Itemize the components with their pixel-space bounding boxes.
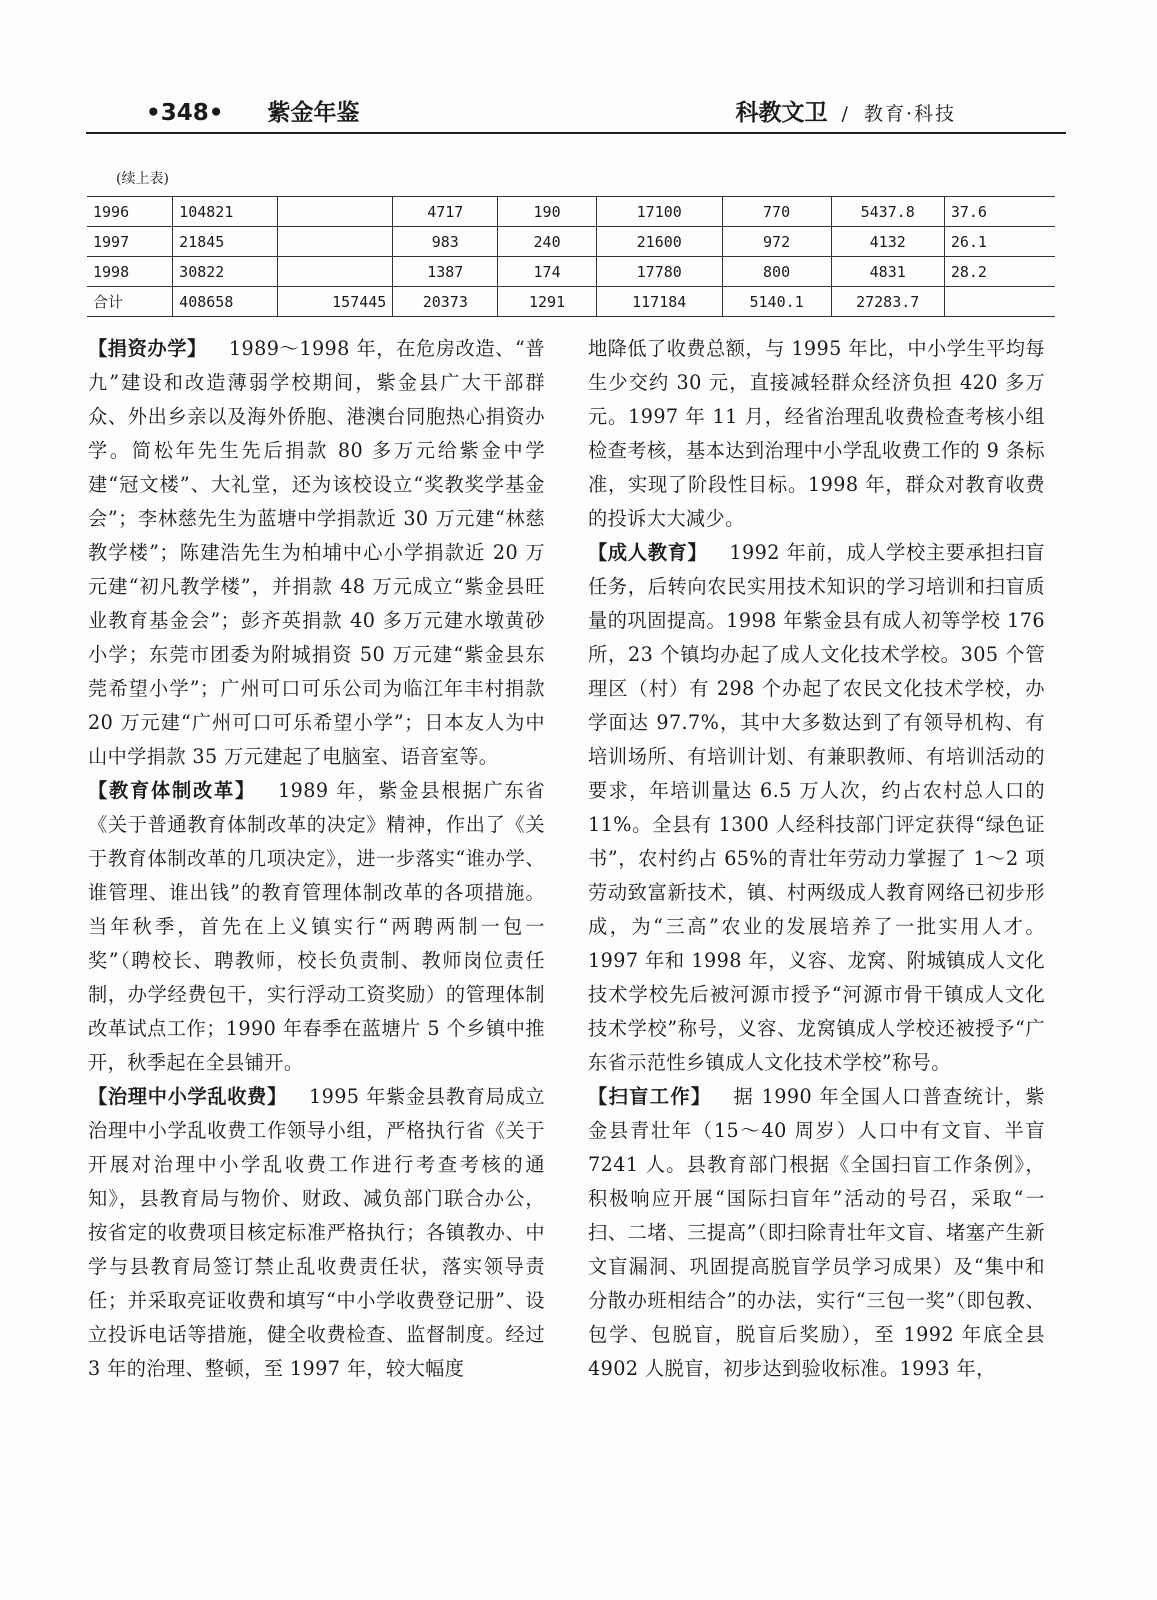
table-cell [278,197,393,227]
left-column [88,332,545,1386]
subsection-title: 教育·科技 [863,103,956,125]
table-cell: 4132 [831,227,944,257]
table-row [87,197,1055,227]
table-cell: 4717 [393,197,498,227]
paragraph-body: 1992 年前，成人学校主要承担扫盲任务，后转向农民实用技术知识的学习培训和扫盲质量的巩固提高。1998 年紫金县有成人初等学校 176 所，23 个镇均办起了成人文化技术学校。305 个管理区（村）有 298 个办起了农民文化技术学校，办学面达 97.7%，其中大多数达到了有领导机构、有培训场所、有培训计划、有兼职教师、有培训活动的要求，年培训量达 6.5 万人次，约占农村总人口的 11%。全县有 1300 人经科技部门评定获得“绿色证书”，农村约占 65%的青壮年劳动力掌握了 1～2 项劳动致富新技术，镇、村两级成人教育网络已初步形成，为“三高”农业的发展培养了一批实用人才。1997 年和 1998 年，义容、龙窝、附城镇成人文化技术学校先后被河源市授予“河源市骨干镇成人文化技术学校”称号，义容、龙窝镇成人学校还被授予“广东省示范性乡镇成人文化技术学校”称号。 [588,541,1045,1074]
table-cell: 1998 [87,257,173,287]
paragraph-body: 1989 年，紫金县根据广东省《关于普通教育体制改革的决定》精神，作出了《关于教育体制改革的几项决定》，进一步落实“谁办学、谁管理、谁出钱”的教育管理体制改革的各项措施。当年秋季，首先在上义镇实行“两聘两制一包一奖”（聘校长、聘教师，校长负责制、教师岗位责任制，办学经费包干，实行浮动工资奖励）的管理体制改革试点工作；1990 年春季在蓝塘片 5 个乡镇中推开，秋季起在全县铺开。 [88,779,545,1074]
paragraph [588,536,1045,1080]
table-cell: 17100 [596,197,722,227]
table-cell: 30822 [173,257,278,287]
table-cell: 174 [498,257,597,287]
table-cell: 117184 [596,287,722,317]
paragraph [588,1080,1045,1386]
table-cell: 190 [498,197,597,227]
table-cell: 800 [722,257,831,287]
page-header [86,86,1066,134]
table-cell [278,227,393,257]
table-row [87,287,1055,317]
paragraph-heading: 【成人教育】 [588,541,708,564]
table-row [87,227,1055,257]
table-cell: 37.6 [944,197,1055,227]
table-cell: 21600 [596,227,722,257]
paragraph-heading: 【教育体制改革】 [88,779,257,802]
table-cell: 408658 [173,287,278,317]
table-cell: 1387 [393,257,498,287]
paragraph-body: 1989～1998 年，在危房改造、“普九”建设和改造薄弱学校期间，紫金县广大干部群众、外出乡亲以及海外侨胞、港澳台同胞热心捐资办学。简松年先生先后捐款 80 多万元给紫金中学建“冠文楼”、大礼堂，还为该校设立“奖教奖学基金会”；李林慈先生为蓝塘中学捐款近 30 万元建“林慈教学楼”；陈建浩先生为柏埔中心小学捐款近 20 万元建“初凡教学楼”，并捐款 48 万元成立“紫金县旺业教育基金会”；彭齐英捐款 40 多万元建水墩黄砂小学；东莞市团委为附城捐资 50 万元建“紫金县东莞希望小学”；广州可口可乐公司为临江年丰村捐款 20 万元建“广州可口可乐希望小学”；日本友人为中山中学捐款 35 万元建起了电脑室、语音室等。 [88,337,545,768]
table-cell: 1996 [87,197,173,227]
table-cell: 27283.7 [831,287,944,317]
table-cell: 157445 [278,287,393,317]
right-column [588,332,1045,1386]
table-cell [278,257,393,287]
table-cell: 28.2 [944,257,1055,287]
table-cell [944,287,1055,317]
table-cell: 5437.8 [831,197,944,227]
header-left [146,94,359,127]
table-cell: 20373 [393,287,498,317]
table-cell: 1997 [87,227,173,257]
paragraph-heading: 【扫盲工作】 [588,1085,712,1108]
paragraph-body: 地降低了收费总额，与 1995 年比，中小学生平均每生少交约 30 元，直接减轻群众经济负担 420 多万元。1997 年 11 月，经省治理乱收费检查考核小组检查考核，基本达到治理中小学乱收费工作的 9 条标准，实现了阶段性目标。1998 年，群众对教育收费的投诉大大减少。 [588,337,1045,530]
section-separator: / [841,103,850,125]
table-cell: 5140.1 [722,287,831,317]
table-cell: 1291 [498,287,597,317]
paragraph [588,332,1045,536]
table-cell: 972 [722,227,831,257]
table-cell: 770 [722,197,831,227]
table-cell: 合计 [87,287,173,317]
header-right [736,94,956,127]
paragraph-heading: 【捐资办学】 [88,337,207,360]
table-caption: (续上表) [116,171,169,187]
table-cell: 21845 [173,227,278,257]
paragraph-heading: 【治理中小学乱收费】 [88,1085,287,1108]
paragraph [88,332,545,774]
paragraph-body: 1995 年紫金县教育局成立治理中小学乱收费工作领导小组，严格执行省《关于开展对治理中小学乱收费工作进行考查考核的通知》，县教育局与物价、财政、减负部门联合办公，按省定的收费项目核定标准严格执行；各镇教办、中学与县教育局签订禁止乱收费责任状，落实领导责任；并采取亮证收费和填写“中小学收费登记册”、设立投诉电话等措施，健全收费检查、监督制度。经过 3 年的治理、整顿，至 1997 年，较大幅度 [88,1085,545,1380]
paragraph-body: 据 1990 年全国人口普查统计，紫金县青壮年（15～40 周岁）人口中有文盲、半盲 7241 人。县教育部门根据《全国扫盲工作条例》，积极响应开展“国际扫盲年”活动的号召，采取“一扫、二堵、三提高”（即扫除青壮年文盲、堵塞产生新文盲漏洞、巩固提高脱盲学员学习成果）及“集中和分散办班相结合”的办法，实行“三包一奖”（即包教、包学、包脱盲，脱盲后奖励），至 1992 年底全县 4902 人脱盲，初步达到验收标准。1993 年， [588,1085,1045,1380]
table-cell: 240 [498,227,597,257]
table-cell: 983 [393,227,498,257]
table-cell: 4831 [831,257,944,287]
paragraph [88,1080,545,1386]
table-row [87,257,1055,287]
data-table [87,196,1055,317]
table-cell: 17780 [596,257,722,287]
page-number: •348• [146,100,224,126]
paragraph [88,774,545,1080]
book-title: 紫金年鉴 [267,100,360,126]
table-cell: 104821 [173,197,278,227]
section-title: 科教文卫 [735,100,828,126]
table-cell: 26.1 [944,227,1055,257]
